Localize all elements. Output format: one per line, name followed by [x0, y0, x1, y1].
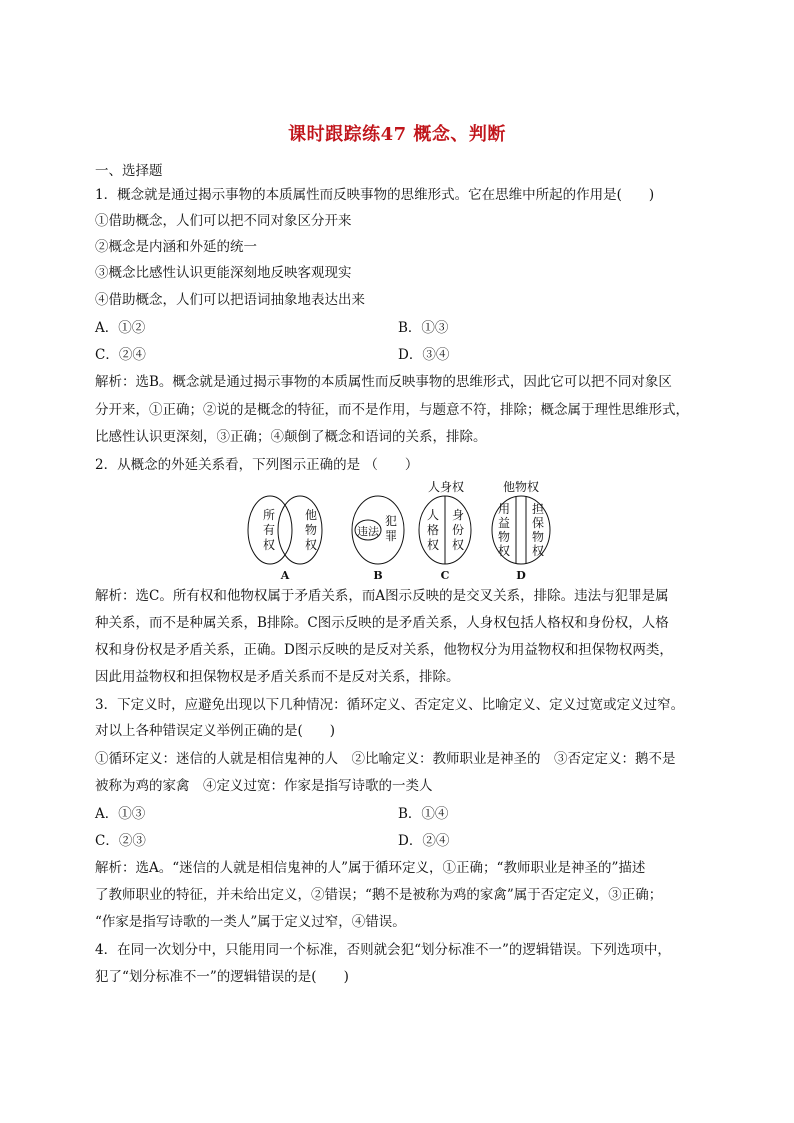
diagram-c-left-2: 格	[426, 523, 440, 537]
q2-diagram	[240, 478, 560, 586]
diagram-a-left-2: 有	[262, 523, 276, 537]
diagram-b-right-1: 犯	[384, 514, 398, 528]
diagram-d-left-2: 益	[497, 516, 511, 530]
q1-option-c: C．②④	[95, 347, 146, 363]
q3-option-b: B．①④	[398, 806, 449, 822]
diagram-label-c: C	[440, 569, 450, 582]
q1-option-a: A．①②	[95, 320, 146, 336]
q3-statements-line-1: ①循环定义：迷信的人就是相信鬼神的人 ②比喻定义：教师职业是神圣的 ③否定定义：鹅不是	[95, 751, 676, 767]
diagram-c-right-2: 份	[451, 523, 465, 537]
diagram-d-right-3: 物	[531, 530, 545, 544]
q4-stem-line-1: 4．在同一次划分中，只能用同一个标准，否则就会犯“划分标准不一”的逻辑错误。下列选项中，	[95, 942, 671, 958]
diagram-a-right-2: 物	[304, 523, 318, 537]
q1-explanation-line-1: 解析：选B。概念就是通过揭示事物的本质属性而反映事物的思维形式，因此它可以把不同对象区	[95, 374, 672, 390]
diagram-c-right-1: 身	[451, 508, 465, 522]
q3-stem-line-1: 3．下定义时，应避免出现以下几种情况：循环定义、否定定义、比喻定义、定义过宽或定义过窄。	[95, 697, 685, 713]
page-title: 课时跟踪练47 概念、判断	[288, 124, 506, 145]
q1-statement-4: ④借助概念，人们可以把语词抽象地表达出来	[95, 292, 365, 308]
diagram-d-right-1: 担	[531, 502, 545, 516]
q3-explanation-line-2: 了教师职业的特征，并未给出定义，②错误；“鹅不是被称为鸡的家禽”属于否定定义，③正确；	[95, 887, 663, 903]
diagram-a-left-3: 权	[262, 538, 276, 552]
q2-stem: 2．从概念的外延关系看，下列图示正确的是 （ ）	[95, 457, 419, 473]
q3-option-a: A．①③	[95, 806, 146, 822]
diagram-a-right-1: 他	[304, 508, 318, 522]
diagram-b-right-2: 罪	[384, 529, 398, 543]
diagram-d-left-1: 用	[497, 502, 511, 516]
q1-stem: 1．概念就是通过揭示事物的本质属性而反映事物的思维形式。它在思维中所起的作用是( )	[95, 187, 655, 203]
diagram-a-left-1: 所	[262, 508, 276, 522]
q1-option-b: B．①③	[398, 320, 449, 336]
diagram-label-d: D	[516, 569, 526, 582]
diagram-label-a: A	[280, 569, 290, 582]
q3-explanation-line-3: “作家是指写诗歌的一类人”属于定义过窄，④错误。	[95, 914, 406, 930]
q1-statement-3: ③概念比感性认识更能深刻地反映客观现实	[95, 265, 352, 281]
q1-statement-1: ①借助概念，人们可以把不同对象区分开来	[95, 213, 352, 229]
q1-explanation-line-2: 分开来，①正确；②说的是概念的特征，而不是作用，与题意不符，排除；概念属于理性思维形式，	[95, 402, 689, 418]
diagram-c-right-3: 权	[451, 538, 465, 552]
diagram-a-right-3: 权	[304, 538, 318, 552]
q3-statements-line-2: 被称为鸡的家禽 ④定义过宽：作家是指写诗歌的一类人	[95, 778, 433, 794]
diagram-label-b: B	[373, 569, 383, 582]
diagram-d-left-4: 权	[497, 544, 511, 558]
q2-explanation-line-1: 解析：选C。所有权和他物权属于矛盾关系，而A图示反映的是交叉关系，排除。违法与犯罪是属	[95, 588, 669, 604]
q4-stem-line-2: 犯了“划分标准不一”的逻辑错误的是( )	[95, 969, 349, 985]
q2-explanation-line-2: 种关系，而不是种属关系，B排除。C图示反映的是矛盾关系，人身权包括人格权和身份权，人格	[95, 615, 669, 631]
q3-stem-line-2: 对以上各种错误定义举例正确的是( )	[95, 723, 336, 739]
q1-statement-2: ②概念是内涵和外延的统一	[95, 239, 257, 255]
q3-option-d: D．②④	[398, 833, 450, 849]
diagram-c-top-label: 人身权	[427, 480, 465, 494]
q1-explanation-line-3: 比感性认识更深刻，③正确；④颠倒了概念和语词的关系，排除。	[95, 429, 487, 445]
q3-explanation-line-1: 解析：选A。“迷信的人就是相信鬼神的人”属于循环定义，①正确；“教师职业是神圣的”描述	[95, 860, 646, 876]
diagram-d-right-2: 保	[531, 516, 545, 530]
diagram-c-left-1: 人	[426, 508, 440, 522]
q3-option-c: C．②③	[95, 833, 146, 849]
q2-explanation-line-4: 因此用益物权和担保物权是矛盾关系而不是反对关系，排除。	[95, 669, 460, 685]
section-heading: 一、选择题	[95, 163, 163, 179]
diagram-d-right-4: 权	[531, 544, 545, 558]
q1-option-d: D．③④	[398, 347, 450, 363]
q2-explanation-line-3: 权和身份权是矛盾关系，正确。D图示反映的是反对关系，他物权分为用益物权和担保物权两类，	[95, 642, 673, 658]
diagram-d-top-label: 他物权	[502, 480, 540, 494]
diagram-b-inner-label: 违法	[357, 525, 379, 538]
diagram-c-left-3: 权	[426, 538, 440, 552]
diagram-d-left-3: 物	[497, 530, 511, 544]
